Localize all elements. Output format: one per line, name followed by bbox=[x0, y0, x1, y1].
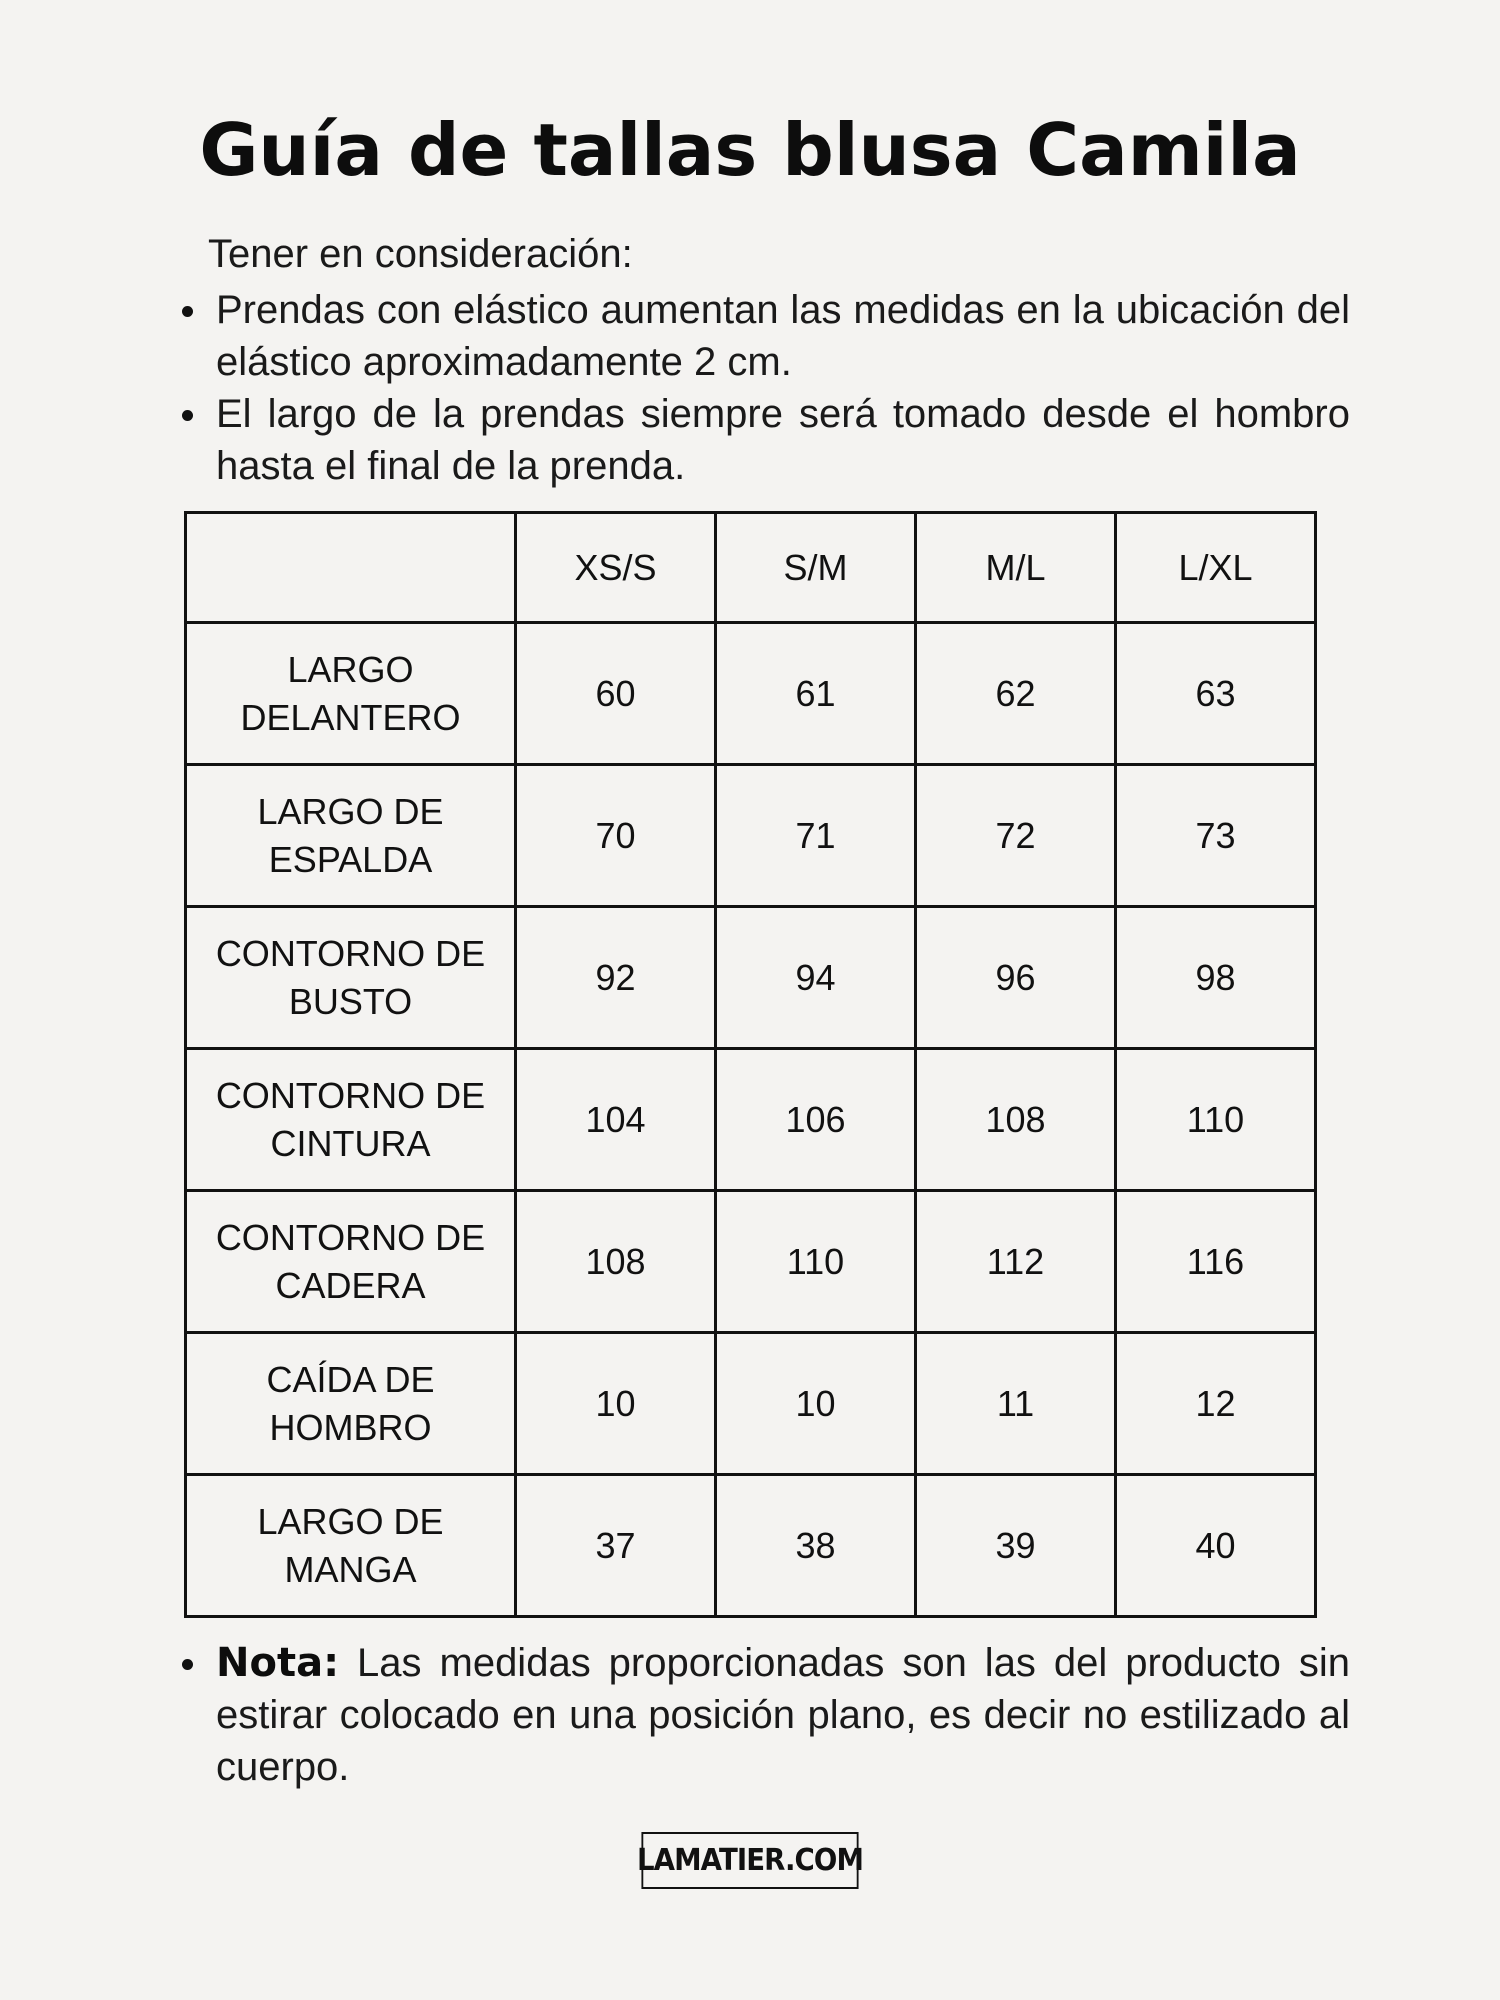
header-size-xs-s: XS/S bbox=[516, 513, 716, 623]
table-row bbox=[186, 623, 1316, 765]
table-cell: 94 bbox=[716, 907, 916, 1049]
row-label: CONTORNO DE CINTURA bbox=[186, 1049, 516, 1191]
note-paragraph bbox=[182, 1637, 1350, 1793]
row-label: LARGO DELANTERO bbox=[186, 623, 516, 765]
intro-text: Tener en consideración: bbox=[208, 232, 633, 276]
table-row bbox=[186, 1333, 1316, 1475]
header-empty-cell bbox=[186, 513, 516, 623]
table-row bbox=[186, 765, 1316, 907]
bullet-text: Prendas con elástico aumentan las medidas en la ubicación del elástico aproximadamente 2 cm. bbox=[216, 288, 1350, 384]
row-label: LARGO DE MANGA bbox=[186, 1475, 516, 1617]
table-cell: 10 bbox=[516, 1333, 716, 1475]
row-label: CAÍDA DE HOMBRO bbox=[186, 1333, 516, 1475]
table-cell: 73 bbox=[1116, 765, 1316, 907]
brand-website: LAMATIER.COM bbox=[641, 1832, 858, 1889]
table-row bbox=[186, 1049, 1316, 1191]
table-cell: 39 bbox=[916, 1475, 1116, 1617]
table-cell: 108 bbox=[516, 1191, 716, 1333]
row-label: CONTORNO DE CADERA bbox=[186, 1191, 516, 1333]
table-cell: 62 bbox=[916, 623, 1116, 765]
table-cell: 96 bbox=[916, 907, 1116, 1049]
bullet-dot-icon bbox=[182, 306, 193, 317]
table-cell: 106 bbox=[716, 1049, 916, 1191]
table-cell: 112 bbox=[916, 1191, 1116, 1333]
consideration-list bbox=[182, 284, 1350, 492]
table-cell: 104 bbox=[516, 1049, 716, 1191]
table-cell: 12 bbox=[1116, 1333, 1316, 1475]
bullet-dot-icon bbox=[182, 410, 193, 421]
header-size-l-xl: L/XL bbox=[1116, 513, 1316, 623]
table-header-row bbox=[186, 513, 1316, 623]
table-cell: 38 bbox=[716, 1475, 916, 1617]
table-cell: 60 bbox=[516, 623, 716, 765]
table-cell: 92 bbox=[516, 907, 716, 1049]
list-item bbox=[182, 388, 1350, 492]
table-cell: 37 bbox=[516, 1475, 716, 1617]
note-text: Las medidas proporcionadas son las del producto sin estirar colocado en una posición plano, es decir no estilizado al cuerpo. bbox=[216, 1641, 1350, 1789]
header-size-m-l: M/L bbox=[916, 513, 1116, 623]
size-table bbox=[184, 511, 1317, 1618]
table-cell: 108 bbox=[916, 1049, 1116, 1191]
table-cell: 11 bbox=[916, 1333, 1116, 1475]
table-cell: 72 bbox=[916, 765, 1116, 907]
row-label: CONTORNO DE BUSTO bbox=[186, 907, 516, 1049]
table-cell: 71 bbox=[716, 765, 916, 907]
table-cell: 110 bbox=[1116, 1049, 1316, 1191]
table-cell: 98 bbox=[1116, 907, 1316, 1049]
table-cell: 61 bbox=[716, 623, 916, 765]
page-title: Guía de tallas blusa Camila bbox=[199, 108, 1301, 192]
table-cell: 40 bbox=[1116, 1475, 1316, 1617]
table-row bbox=[186, 1475, 1316, 1617]
table-cell: 70 bbox=[516, 765, 716, 907]
header-size-s-m: S/M bbox=[716, 513, 916, 623]
table-cell: 10 bbox=[716, 1333, 916, 1475]
table-cell: 116 bbox=[1116, 1191, 1316, 1333]
table-row bbox=[186, 1191, 1316, 1333]
table-cell: 110 bbox=[716, 1191, 916, 1333]
bullet-text: El largo de la prendas siempre será tomado desde el hombro hasta el final de la prenda. bbox=[216, 392, 1350, 488]
table-row bbox=[186, 907, 1316, 1049]
table-cell: 63 bbox=[1116, 623, 1316, 765]
note-label: Nota: bbox=[216, 1640, 340, 1686]
bullet-dot-icon bbox=[182, 1659, 193, 1670]
row-label: LARGO DE ESPALDA bbox=[186, 765, 516, 907]
list-item bbox=[182, 284, 1350, 388]
